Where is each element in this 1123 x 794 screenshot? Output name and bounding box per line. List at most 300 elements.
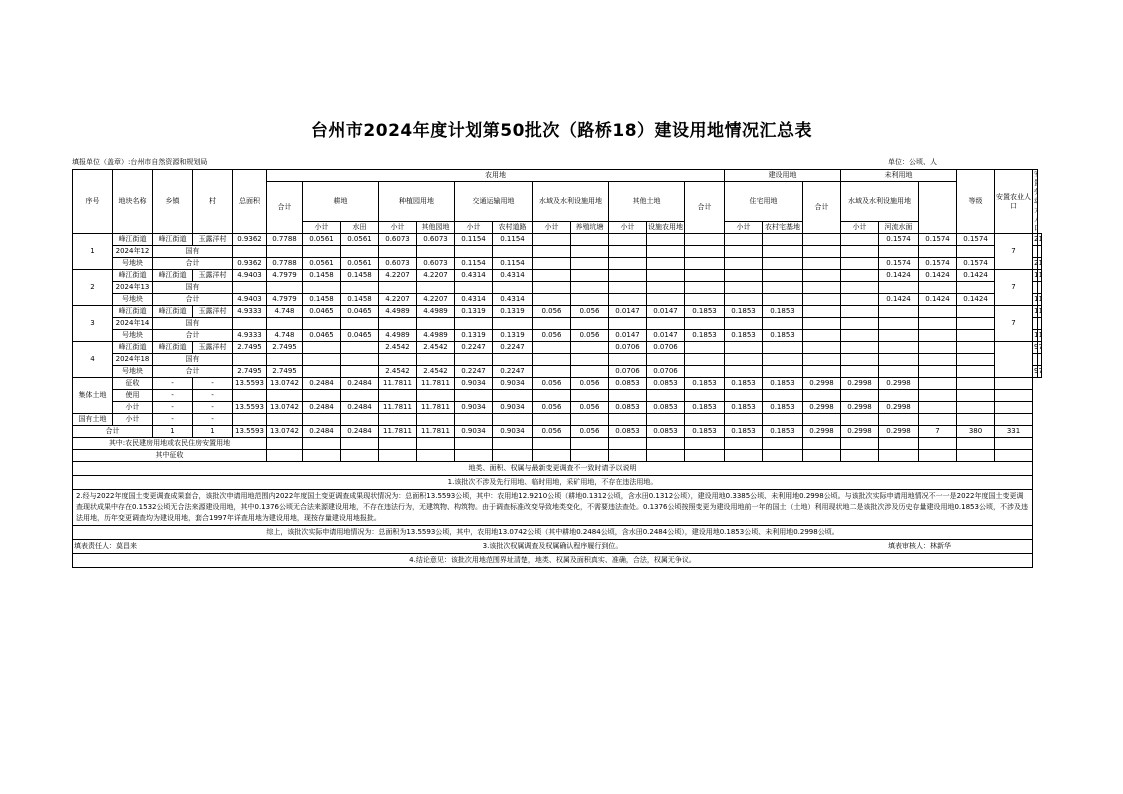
value-cell: 4.4989 [417,306,455,318]
value-cell [919,450,957,462]
value-cell: 0.1458 [303,270,341,282]
value-cell: 0.1424 [957,294,995,306]
header-rural-homestead: 农村宅基地 [763,222,803,234]
value-cell [995,378,1033,390]
table-row [73,318,1042,330]
value-cell [1033,330,1037,342]
value-cell [267,318,303,330]
value-cell [763,390,803,402]
value-cell: 0.1458 [341,270,379,282]
value-cell: 0.2484 [303,378,341,390]
table-row [73,390,1042,402]
value-cell: 0.1853 [763,306,803,318]
value-cell: 2.4542 [379,366,417,378]
value-cell [267,354,303,366]
value-cell: 0.056 [571,426,609,438]
value-cell: 0.1319 [493,330,533,342]
header-grade: 等级 [957,170,995,234]
value-cell [417,390,455,402]
value-cell [493,414,533,426]
value-cell: 4.4989 [379,330,417,342]
table-row [73,462,1042,476]
township-cell: - [153,390,193,402]
plot-total-label: 合计 [153,366,233,378]
value-cell [841,342,879,354]
value-cell: 13.5593 [233,426,267,438]
value-cell [763,342,803,354]
header-resettle-agri: 安置农业人口 [995,170,1033,234]
value-cell [341,414,379,426]
value-cell [763,234,803,246]
value-cell [647,294,685,306]
value-cell: 0.2247 [493,366,533,378]
value-cell: 0.1853 [725,426,763,438]
value-cell: 4.9333 [233,306,267,318]
value-cell [919,390,957,402]
value-cell [493,438,533,450]
header-paddy: 水田 [341,222,379,234]
value-cell [957,354,995,366]
value-cell [841,318,879,330]
value-cell [957,366,995,378]
unit-label: 单位：公顷、人 [888,158,937,166]
value-cell [763,270,803,282]
table-row [73,246,1042,258]
plot-seq: 4 [73,342,113,378]
table-row [73,438,1042,450]
value-cell: 0.6073 [417,234,455,246]
value-cell [609,294,647,306]
value-cell: 0.1853 [763,378,803,390]
plot-state-owned: 国有 [153,318,233,330]
value-cell [803,450,841,462]
value-cell [841,246,879,258]
value-cell [803,282,841,294]
value-cell [233,414,267,426]
value-cell [919,414,957,426]
value-cell: 2.4542 [417,342,455,354]
collective-type: 小计 [113,402,153,414]
header-planting-garden: 种植园用地 [379,182,455,222]
value-cell [803,234,841,246]
value-cell [341,450,379,462]
value-cell [303,414,341,426]
value-cell [879,246,919,258]
value-cell [841,258,879,270]
value-cell [571,366,609,378]
value-cell: 4.9333 [233,330,267,342]
header-facility-agri: 设施农用地 [647,222,685,234]
value-cell [685,246,725,258]
value-cell [725,414,763,426]
value-cell [1033,258,1037,270]
resettle-sub-label: 其中征收 [73,450,267,462]
value-cell [609,318,647,330]
value-cell: 0.1853 [685,330,725,342]
value-cell: 0.1574 [957,258,995,270]
value-cell [957,318,995,330]
value-cell: 0.056 [533,378,571,390]
value-cell [957,342,995,354]
value-cell [533,354,571,366]
table-row [73,330,1042,342]
value-cell [763,354,803,366]
value-cell [455,354,493,366]
value-cell [1037,294,1041,306]
value-cell [379,390,417,402]
value-cell: 0.1154 [493,234,533,246]
land-summary-table [72,169,1042,568]
plot-state-owned: 国有 [153,282,233,294]
value-cell [803,342,841,354]
value-cell [879,414,919,426]
value-cell [803,414,841,426]
value-cell: 0.7788 [267,234,303,246]
value-cell: 0.4314 [493,294,533,306]
value-cell [609,270,647,282]
value-cell [379,318,417,330]
header-residential-subtotal: 小计 [725,222,763,234]
value-cell [571,390,609,402]
value-cell: 2.7495 [233,366,267,378]
plot-name-line: 峰江街道 [113,342,153,354]
table-row [73,270,1042,282]
value-cell [417,438,455,450]
table-row [73,402,1042,414]
value-cell: 0.056 [571,402,609,414]
township-cell: - [153,402,193,414]
value-cell [379,438,417,450]
value-cell: 0.0853 [647,402,685,414]
value-cell: 0.9034 [455,378,493,390]
value-cell [533,258,571,270]
value-cell [725,342,763,354]
value-cell: 2.7495 [233,342,267,354]
value-cell [957,306,995,318]
value-cell [879,366,919,378]
value-cell [267,390,303,402]
value-cell [803,330,841,342]
value-cell [609,246,647,258]
plot-total-label: 合计 [153,294,233,306]
value-cell [571,438,609,450]
header-unused-total: 合计 [803,182,841,234]
value-cell [379,246,417,258]
state-land-type: 小计 [113,414,153,426]
plot-seq: 2 [73,270,113,306]
value-cell [879,318,919,330]
value-cell [571,258,609,270]
plot-state-owned: 国有 [153,354,233,366]
value-cell [725,294,763,306]
value-cell [685,450,725,462]
value-cell: 0.0561 [303,234,341,246]
plot-grade [995,342,1033,378]
value-cell: 0.6073 [379,234,417,246]
plot-seq: 3 [73,306,113,342]
plot-village: 玉露洋村 [193,234,233,246]
value-cell: 0.2247 [455,366,493,378]
value-cell [919,330,957,342]
value-cell [341,390,379,402]
value-cell [533,390,571,402]
plot-name-line: 峰江街道 [113,306,153,318]
value-cell: 0.1319 [455,330,493,342]
table-row [73,554,1042,568]
value-cell: 0.1853 [763,402,803,414]
value-cell [919,246,957,258]
value-cell [533,246,571,258]
value-cell [533,294,571,306]
value-cell [267,246,303,258]
header-cultivated-subtotal: 小计 [303,222,341,234]
value-cell [533,414,571,426]
value-cell: 0.0561 [341,258,379,270]
value-cell: 2.7495 [267,366,303,378]
value-cell: 0.1853 [763,426,803,438]
value-cell: 4.9403 [233,294,267,306]
value-cell [685,342,725,354]
plot-name-line: 2024年18 [113,354,153,366]
value-cell [1037,270,1041,282]
value-cell [841,390,879,402]
value-cell: 0.9034 [493,402,533,414]
plot-name-line: 号地块 [113,258,153,270]
value-cell [417,282,455,294]
value-cell [341,246,379,258]
value-cell [995,390,1033,402]
value-cell: 11.7811 [379,426,417,438]
value-cell: 0.2998 [803,426,841,438]
header-plot-name: 地块名称 [113,170,153,234]
collective-type: 征收 [113,378,153,390]
value-cell: 0.1458 [341,294,379,306]
value-cell: 0.2998 [879,378,919,390]
value-cell [647,450,685,462]
value-cell [571,354,609,366]
value-cell: 0.056 [571,378,609,390]
value-cell [879,282,919,294]
value-cell [533,234,571,246]
value-cell [233,246,267,258]
value-cell [493,246,533,258]
value-cell: 0.056 [533,306,571,318]
value-cell [841,330,879,342]
header-cultivated: 耕地 [303,182,379,222]
value-cell [763,318,803,330]
header-rural-road: 农村道路 [493,222,533,234]
value-cell [879,438,919,450]
plot-state-owned: 国有 [153,246,233,258]
value-cell [533,450,571,462]
value-cell [533,438,571,450]
table-row [73,490,1042,526]
value-cell: 0.1424 [879,270,919,282]
value-cell [379,282,417,294]
value-cell: 2.4542 [417,366,455,378]
value-cell: 0.1424 [879,294,919,306]
value-cell [303,438,341,450]
value-cell [725,282,763,294]
value-cell: 13.0742 [267,378,303,390]
value-cell [919,402,957,414]
header-resettle-labor [1033,170,1037,234]
value-cell: 7 [919,426,957,438]
value-cell [879,306,919,318]
value-cell: 0.2998 [841,378,879,390]
header-aquaculture-pond: 养殖坑塘 [571,222,609,234]
value-cell: 0.4314 [455,294,493,306]
header-garden-subtotal: 小计 [379,222,417,234]
value-cell: 0.056 [533,402,571,414]
township-cell: 1 [153,426,193,438]
value-cell [267,414,303,426]
value-cell [763,438,803,450]
grand-total-label: 合计 [73,426,153,438]
value-cell: 0.6073 [417,258,455,270]
value-cell: 0.2247 [455,342,493,354]
header-seq: 序号 [73,170,113,234]
value-cell: 0.0706 [609,366,647,378]
table-row [73,476,1042,490]
value-cell [995,402,1033,414]
reviewer-label: 填表审核人：林新华 [888,542,951,550]
village-cell: - [193,378,233,390]
value-cell: 0.0853 [647,378,685,390]
value-cell [725,354,763,366]
value-cell [957,282,995,294]
value-cell: 0.2484 [341,378,379,390]
value-cell [841,270,879,282]
value-cell: 0.1853 [763,330,803,342]
value-cell [493,390,533,402]
value-cell [647,258,685,270]
value-cell [233,354,267,366]
value-cell [647,282,685,294]
plot-name-line: 号地块 [113,294,153,306]
value-cell [379,450,417,462]
plot-township: 峰江街道 [153,270,193,282]
value-cell [609,390,647,402]
value-cell: 13.0742 [267,402,303,414]
plot-name-line: 2024年13 [113,282,153,294]
value-cell: 0.0147 [609,306,647,318]
value-cell [533,366,571,378]
value-cell [995,438,1033,450]
value-cell: 0.1853 [685,402,725,414]
header-other-garden: 其他园地 [417,222,455,234]
value-cell [879,330,919,342]
table-row [73,342,1042,354]
value-cell [379,414,417,426]
note-n3: 3.该批次权属调查及权属确认程序履行到位。 [73,540,1033,554]
collective-type: 使用 [113,390,153,402]
value-cell [1033,270,1037,282]
plot-village: 玉露洋村 [193,270,233,282]
value-cell [455,450,493,462]
value-cell: 0.056 [571,330,609,342]
value-cell [1037,234,1041,246]
value-cell: 0.1424 [957,270,995,282]
plot-village: 玉露洋村 [193,342,233,354]
value-cell [303,390,341,402]
value-cell: 0.0465 [341,330,379,342]
value-cell: 0.9034 [455,426,493,438]
value-cell [571,450,609,462]
value-cell [1033,342,1037,354]
table-row [73,366,1042,378]
value-cell: 0.0853 [609,426,647,438]
value-cell: 2.4542 [379,342,417,354]
header-river-surface: 河流水面 [879,222,919,234]
header-other-land: 其他土地 [609,182,685,222]
value-cell [647,390,685,402]
value-cell: 0.0706 [609,342,647,354]
table-row [73,258,1042,270]
plot-name-line: 峰江街道 [113,270,153,282]
value-cell [493,354,533,366]
value-cell: 4.4989 [417,330,455,342]
value-cell [1033,294,1037,306]
value-cell [803,438,841,450]
value-cell: 11.7811 [379,402,417,414]
value-cell: 0.1853 [725,378,763,390]
value-cell [571,282,609,294]
value-cell [379,354,417,366]
value-cell: 0.1458 [303,294,341,306]
value-cell [685,234,725,246]
value-cell [1037,342,1041,354]
value-cell [1037,258,1041,270]
page-title: 台州市2024年度计划第50批次（路桥18）建设用地情况汇总表 [310,121,813,141]
value-cell [571,246,609,258]
value-cell [571,414,609,426]
value-cell [685,390,725,402]
value-cell [957,414,995,426]
value-cell [685,258,725,270]
header-agri: 农用地 [267,170,725,182]
value-cell [533,282,571,294]
value-cell [455,282,493,294]
value-cell [763,246,803,258]
table-row [73,450,1042,462]
value-cell: 4.9403 [233,270,267,282]
header-residential: 住宅用地 [725,182,803,222]
value-cell [841,366,879,378]
value-cell [803,318,841,330]
value-cell: 0.1574 [957,234,995,246]
header-unused-subtotal: 小计 [841,222,879,234]
value-cell: 0.0561 [303,258,341,270]
value-cell: 0.2998 [841,402,879,414]
table-row [73,526,1042,540]
value-cell [763,414,803,426]
value-cell [609,354,647,366]
preparer-label: 填表责任人：莫昌来 [74,542,137,550]
value-cell [571,294,609,306]
value-cell [919,282,957,294]
value-cell [341,318,379,330]
value-cell [803,270,841,282]
value-cell: 0.0853 [609,378,647,390]
value-cell [233,282,267,294]
value-cell [685,318,725,330]
value-cell: 2.7495 [267,342,303,354]
resettle-row-label: 其中:农民建房用地或农民住房安置用地 [73,438,267,450]
value-cell: 0.0853 [609,402,647,414]
value-cell: 0.1853 [725,330,763,342]
township-cell: - [153,414,193,426]
